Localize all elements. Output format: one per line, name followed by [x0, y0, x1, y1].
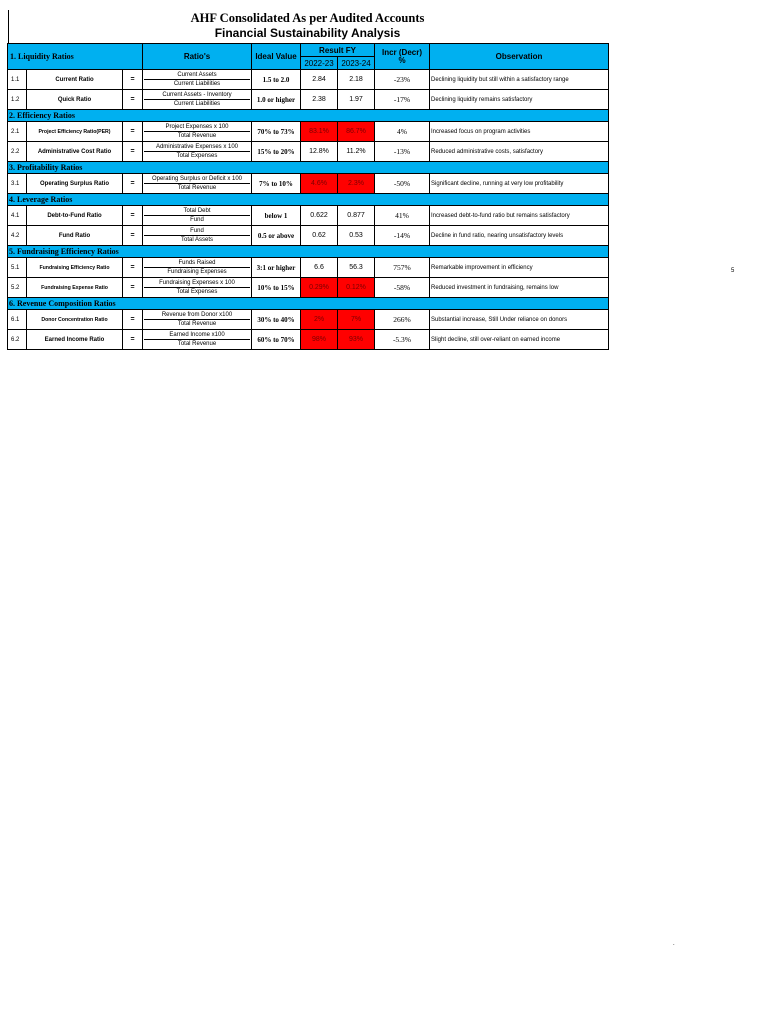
- ratio-number: 1.1: [8, 70, 27, 90]
- ratio-formula: [143, 90, 252, 110]
- ratio-number: 5.1: [8, 258, 27, 278]
- section-liquidity: 1. Liquidity Ratios: [8, 44, 143, 70]
- equals-sign: =: [123, 90, 143, 110]
- value-2022-23: 98%: [301, 330, 338, 350]
- table-row: [8, 310, 609, 330]
- formula-numerator: Revenue from Donor x100: [144, 311, 250, 320]
- section-row: [8, 110, 609, 122]
- ratio-formula: [143, 330, 252, 350]
- formula-numerator: Fund: [144, 227, 250, 236]
- observation-text: Reduced investment in fundraising, remains low: [430, 278, 609, 298]
- section-leverage: 4. Leverage Ratios: [8, 194, 609, 206]
- ratio-formula: [143, 226, 252, 246]
- ideal-value: 1.5 to 2.0: [252, 70, 301, 90]
- formula-denominator: Total Revenue: [177, 341, 217, 347]
- report-subtitle: Financial Sustainability Analysis: [214, 26, 401, 40]
- ratio-formula: [143, 122, 252, 142]
- incr-value: 757%: [375, 258, 430, 278]
- ideal-value: 60% to 70%: [252, 330, 301, 350]
- section-row: [8, 246, 609, 258]
- section-row: [8, 194, 609, 206]
- table-row: [8, 90, 609, 110]
- incr-value: 41%: [375, 206, 430, 226]
- table-row: [8, 278, 609, 298]
- left-border-line: [8, 10, 9, 44]
- ratio-formula: [143, 142, 252, 162]
- ratio-name: Fundraising Efficiency Ratio: [27, 258, 123, 278]
- ratio-number: 2.2: [8, 142, 27, 162]
- section-fundraising: 5. Fundraising Efficiency Ratios: [8, 246, 609, 258]
- ratio-name: Fundraising Expense Ratio: [27, 278, 123, 298]
- ratio-number: 5.2: [8, 278, 27, 298]
- equals-sign: =: [123, 258, 143, 278]
- report-title: AHF Consolidated As per Audited Accounts: [190, 11, 425, 25]
- equals-sign: =: [123, 70, 143, 90]
- formula-denominator: Total Expenses: [176, 289, 218, 295]
- table-row: [8, 174, 609, 194]
- value-2022-23: 2.84: [301, 70, 338, 90]
- ideal-value: 30% to 40%: [252, 310, 301, 330]
- ideal-value: 0.5 or above: [252, 226, 301, 246]
- value-2023-24: 0.877: [338, 206, 375, 226]
- section-profitability: 3. Profitability Ratios: [8, 162, 609, 174]
- formula-numerator: Project Expenses x 100: [144, 123, 250, 132]
- incr-value: -14%: [375, 226, 430, 246]
- formula-numerator: Total Debt: [144, 207, 250, 216]
- table-row: [8, 226, 609, 246]
- equals-sign: =: [123, 226, 143, 246]
- value-2023-24: 1.97: [338, 90, 375, 110]
- equals-sign: =: [123, 122, 143, 142]
- value-2023-24: 86.7%: [338, 122, 375, 142]
- ratio-number: 4.1: [8, 206, 27, 226]
- incr-value: -13%: [375, 142, 430, 162]
- ideal-value: 1.0 or higher: [252, 90, 301, 110]
- incr-value: 4%: [375, 122, 430, 142]
- section-row: [8, 162, 609, 174]
- value-2023-24: 93%: [338, 330, 375, 350]
- formula-denominator: Total Revenue: [177, 185, 217, 191]
- ideal-value: 15% to 20%: [252, 142, 301, 162]
- side-page-number: 5: [731, 268, 735, 274]
- ratios-header: Ratio's: [143, 44, 252, 70]
- ideal-value: 7% to 10%: [252, 174, 301, 194]
- incr-value: -5.3%: [375, 330, 430, 350]
- value-2023-24: 2.18: [338, 70, 375, 90]
- table-row: [8, 330, 609, 350]
- incr-value: -50%: [375, 174, 430, 194]
- year-2022-23-header: 2022-23: [301, 57, 338, 70]
- formula-denominator: Fundraising Expenses: [167, 269, 227, 275]
- formula-denominator: Total Revenue: [177, 321, 217, 327]
- ratio-name: Current Ratio: [27, 70, 123, 90]
- result-fy-header: Result FY: [301, 44, 375, 57]
- formula-denominator: Current Liabilities: [173, 101, 221, 107]
- incr-value: -17%: [375, 90, 430, 110]
- ratio-formula: [143, 206, 252, 226]
- observation-text: Reduced administrative costs, satisfactory: [430, 142, 609, 162]
- formula-denominator: Fund: [190, 217, 204, 223]
- value-2022-23: 0.29%: [301, 278, 338, 298]
- formula-denominator: Total Assets: [180, 237, 213, 243]
- value-2022-23: 12.8%: [301, 142, 338, 162]
- section-row: [8, 298, 609, 310]
- value-2023-24: 0.12%: [338, 278, 375, 298]
- ideal-value: below 1: [252, 206, 301, 226]
- ratio-name: Operating Surplus Ratio: [27, 174, 123, 194]
- formula-denominator: Total Expenses: [176, 153, 218, 159]
- value-2023-24: 7%: [338, 310, 375, 330]
- equals-sign: =: [123, 310, 143, 330]
- observation-text: Increased debt-to-fund ratio but remains satisfactory: [430, 206, 609, 226]
- value-2023-24: 0.53: [338, 226, 375, 246]
- year-2023-24-header: 2023-24: [338, 57, 375, 70]
- ratio-name: Administrative Cost Ratio: [27, 142, 123, 162]
- observation-text: Increased focus on program activities: [430, 122, 609, 142]
- incr-value: 266%: [375, 310, 430, 330]
- formula-denominator: Total Revenue: [177, 133, 217, 139]
- ratio-name: Fund Ratio: [27, 226, 123, 246]
- observation-text: Substantial increase, Still Under reliance on donors: [430, 310, 609, 330]
- observation-header: Observation: [430, 44, 609, 70]
- incr-header: [375, 44, 430, 70]
- ratios-table: [7, 43, 609, 350]
- ratio-name: Earned Income Ratio: [27, 330, 123, 350]
- ratio-formula: [143, 278, 252, 298]
- ratio-number: 4.2: [8, 226, 27, 246]
- observation-text: Decline in fund ratio, nearing unsatisfactory levels: [430, 226, 609, 246]
- value-2023-24: 56.3: [338, 258, 375, 278]
- observation-text: Remarkable improvement in efficiency: [430, 258, 609, 278]
- observation-text: Slight decline, still over-reliant on earned income: [430, 330, 609, 350]
- equals-sign: =: [123, 278, 143, 298]
- value-2022-23: 6.6: [301, 258, 338, 278]
- ratio-formula: [143, 258, 252, 278]
- ideal-value: 10% to 15%: [252, 278, 301, 298]
- incr-header-unit: %: [398, 55, 406, 65]
- ideal-value: 70% to 73%: [252, 122, 301, 142]
- value-2022-23: 2%: [301, 310, 338, 330]
- incr-value: -58%: [375, 278, 430, 298]
- table-row: [8, 70, 609, 90]
- ideal-value-header: Ideal Value: [252, 44, 301, 70]
- formula-numerator: Fundraising Expenses x 100: [144, 279, 250, 288]
- equals-sign: =: [123, 206, 143, 226]
- ratio-number: 6.2: [8, 330, 27, 350]
- value-2022-23: 4.6%: [301, 174, 338, 194]
- equals-sign: =: [123, 142, 143, 162]
- equals-sign: =: [123, 174, 143, 194]
- formula-numerator: Current Assets - Inventory: [144, 91, 250, 100]
- ratio-name: Donor Concentration Ratio: [27, 310, 123, 330]
- equals-sign: =: [123, 330, 143, 350]
- value-2022-23: 0.62: [301, 226, 338, 246]
- ratio-formula: [143, 174, 252, 194]
- ratio-name: Debt-to-Fund Ratio: [27, 206, 123, 226]
- ratio-formula: [143, 310, 252, 330]
- section-efficiency: 2. Efficiency Ratios: [8, 110, 609, 122]
- incr-header-label: Incr (Decr): [381, 47, 422, 57]
- formula-numerator: Earned Income x100: [144, 331, 250, 340]
- footer-dot: .: [673, 941, 675, 947]
- formula-numerator: Funds Raised: [144, 259, 250, 268]
- ratio-number: 6.1: [8, 310, 27, 330]
- ratio-number: 1.2: [8, 90, 27, 110]
- ratio-number: 2.1: [8, 122, 27, 142]
- value-2023-24: 11.2%: [338, 142, 375, 162]
- value-2022-23: 83.1%: [301, 122, 338, 142]
- value-2023-24: 2.3%: [338, 174, 375, 194]
- formula-numerator: Current Assets: [144, 71, 250, 80]
- ratio-name: Quick Ratio: [27, 90, 123, 110]
- formula-numerator: Operating Surplus or Deficit x 100: [144, 175, 250, 184]
- ideal-value: 3:1 or higher: [252, 258, 301, 278]
- table-row: [8, 258, 609, 278]
- header-row: [8, 44, 609, 57]
- formula-numerator: Administrative Expenses x 100: [144, 143, 250, 152]
- observation-text: Declining liquidity but still within a satisfactory range: [430, 70, 609, 90]
- formula-denominator: Current Liabilities: [173, 81, 221, 87]
- table-row: [8, 142, 609, 162]
- observation-text: Significant decline, running at very low profitability: [430, 174, 609, 194]
- observation-text: Declining liquidity remains satisfactory: [430, 90, 609, 110]
- value-2022-23: 2.38: [301, 90, 338, 110]
- table-row: [8, 206, 609, 226]
- ratio-name: Project Efficiency Ratio(PER): [27, 122, 123, 142]
- value-2022-23: 0.622: [301, 206, 338, 226]
- table-row: [8, 122, 609, 142]
- section-revenue: 6. Revenue Composition Ratios: [8, 298, 609, 310]
- ratio-formula: [143, 70, 252, 90]
- ratio-number: 3.1: [8, 174, 27, 194]
- incr-value: -23%: [375, 70, 430, 90]
